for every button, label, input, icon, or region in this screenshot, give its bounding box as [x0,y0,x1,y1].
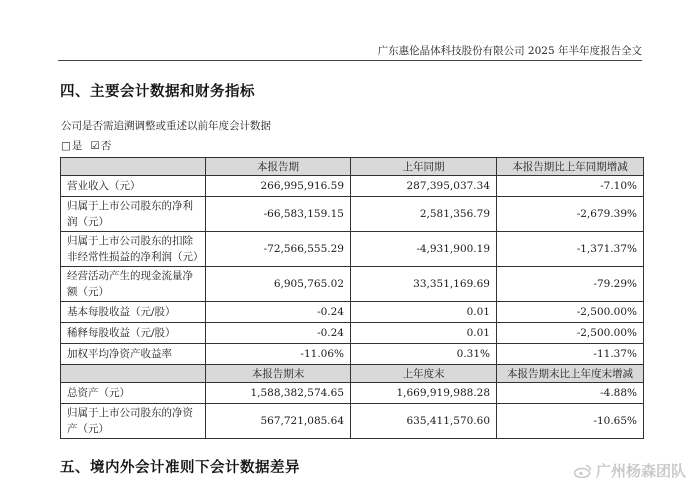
table-header-row [61,365,644,383]
checkbox-checked-icon: ☑ [90,139,100,152]
current-value: -0.24 [206,323,351,344]
option-label: 是 [71,140,83,152]
row-label: 营业收入（元） [61,176,206,197]
table-row [61,197,644,232]
checkbox-unchecked-icon: □ [61,139,71,152]
table-row [61,383,644,404]
current-value: 567,721,085.64 [206,404,351,439]
header-divider [58,60,642,61]
header-cell: 上年度末 [351,365,497,383]
table-header-row [61,158,644,176]
prior-value: 1,669,919,988.28 [351,383,497,404]
current-value: 1,588,382,574.65 [206,383,351,404]
row-label: 经营活动产生的现金流量净额（元） [61,267,206,302]
watermark-text: 广州杨森团队 [595,462,686,480]
prior-value: 287,395,037.34 [351,176,497,197]
table-row [61,302,644,323]
restatement-options [61,138,111,153]
change-value: -2,679.39% [497,197,644,232]
header-cell: 本报告期比上年同期增减 [497,158,644,176]
prior-value: 635,411,570.60 [351,404,497,439]
current-value: -72,566,555.29 [206,232,351,267]
financial-indicators-table [60,157,644,439]
change-value: -10.65% [497,404,644,439]
header-cell: 本报告期末比上年度末增减 [497,365,644,383]
change-value: -1,371.37% [497,232,644,267]
table-row [61,404,644,439]
option-yes[interactable] [61,138,82,153]
change-value: -2,500.00% [497,323,644,344]
row-label: 基本每股收益（元/股） [61,302,206,323]
prior-value: 33,351,169.69 [351,267,497,302]
current-value: 6,905,765.02 [206,267,351,302]
weibo-logo-icon [574,464,592,478]
change-value: -2,500.00% [497,302,644,323]
current-value: -66,583,159.15 [206,197,351,232]
row-label: 总资产（元） [61,383,206,404]
current-value: -0.24 [206,302,351,323]
prior-value: 2,581,356.79 [351,197,497,232]
section-title: 五、境内外会计准则下会计数据差异 [60,460,300,476]
change-value: -79.29% [497,267,644,302]
table-row [61,267,644,302]
change-value: -11.37% [497,344,644,365]
change-value: -4.88% [497,383,644,404]
table-row [61,323,644,344]
section-title: 四、主要会计数据和财务指标 [60,84,255,100]
header-cell [61,365,206,383]
row-label: 加权平均净资产收益率 [61,344,206,365]
row-label: 归属于上市公司股东的净资产（元） [61,404,206,439]
page-header: 广东惠伦晶体科技股份有限公司 2025 年半年度报告全文 [377,45,642,57]
current-value: -11.06% [206,344,351,365]
current-value: 266,995,916.59 [206,176,351,197]
row-label: 归属于上市公司股东的扣除非经常性损益的净利润（元） [61,232,206,267]
header-cell [61,158,206,176]
option-label: 否 [100,140,112,152]
watermark [574,460,686,481]
header-cell: 本报告期末 [206,365,351,383]
header-cell: 本报告期 [206,158,351,176]
header-cell: 上年同期 [351,158,497,176]
table-row [61,344,644,365]
table-row [61,176,644,197]
restatement-question: 公司是否需追溯调整或重述以前年度会计数据 [61,120,271,132]
prior-value: 0.01 [351,302,497,323]
prior-value: 0.31% [351,344,497,365]
table-row [61,232,644,267]
row-label: 归属于上市公司股东的净利润（元） [61,197,206,232]
row-label: 稀释每股收益（元/股） [61,323,206,344]
option-no[interactable] [90,138,111,153]
prior-value: 0.01 [351,323,497,344]
change-value: -7.10% [497,176,644,197]
prior-value: -4,931,900.19 [351,232,497,267]
